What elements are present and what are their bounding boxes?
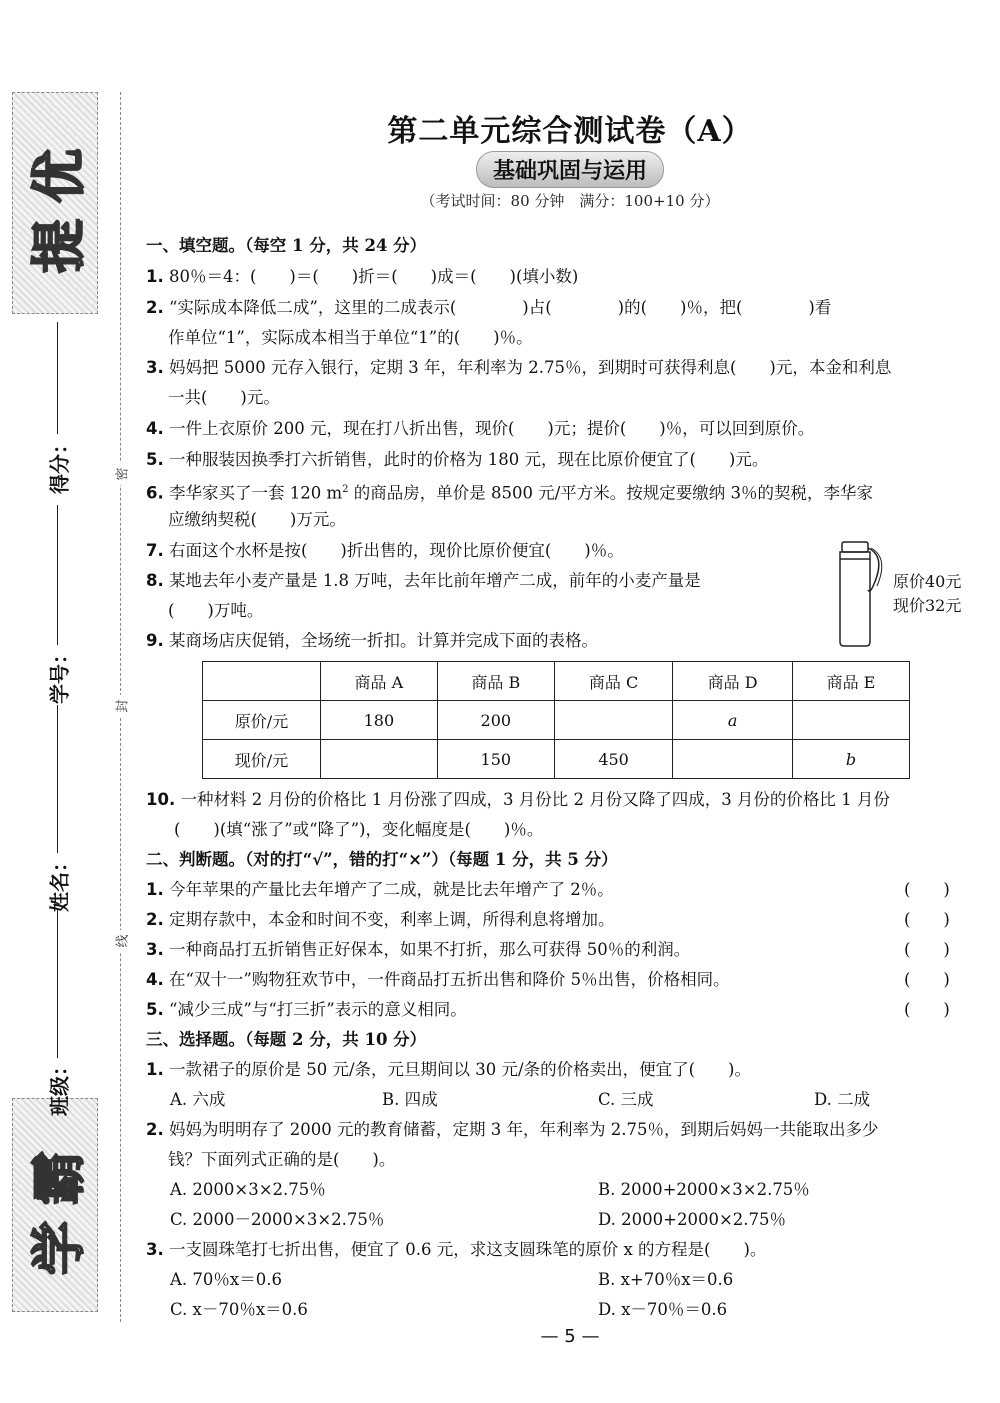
option-a[interactable]: A. 70％x＝0.6: [170, 1270, 282, 1289]
answer-box[interactable]: ( ): [904, 1000, 950, 1019]
s1-question-5: 5. 一种服装因换季打六折销售，此时的价格为 180 元，现在比原价便宜了( )元。: [146, 450, 769, 469]
table-row-label: 现价/元: [203, 740, 321, 779]
binding-margin: [0, 0, 130, 1403]
logo-text-bottom: 学霸: [27, 1135, 91, 1275]
s1-question-9: 9. 某商场店庆促销，全场统一折扣。计算并完成下面的表格。: [146, 631, 598, 650]
option-b[interactable]: B. 2000+2000×3×2.75％: [598, 1180, 810, 1199]
water-bottle-icon: [830, 538, 890, 650]
cut-word-line: 线: [112, 930, 130, 952]
s1-question-2-cont: 作单位“1”，实际成本相当于单位“1”的( )％。: [168, 328, 533, 347]
s1-question-4: 4. 一件上衣原价 200 元，现在打八折出售，现价( )元；提价( )％，可以回到原价。: [146, 419, 815, 438]
s1-question-6-cont: 应缴纳契税( )万元。: [168, 510, 346, 529]
student-id-label: 学号：: [47, 644, 72, 704]
table-row: [203, 701, 910, 740]
bottle-original-price: 原价40元: [893, 572, 962, 591]
s2-question-2: 2. 定期存款中，本金和时间不变，利率上调，所得利息将增加。: [146, 910, 615, 929]
logo-text-top: 提优: [27, 133, 91, 273]
s3-question-3: 3. 一支圆珠笔打七折出售，便宜了 0.6 元，求这支圆珠笔的原价 x 的方程是( )。: [146, 1240, 767, 1259]
table-header-cell: 商品 B: [437, 662, 554, 701]
s1-question-10-cont: ( )(填“涨了”或“降了”)，变化幅度是( )％。: [174, 820, 544, 839]
table-header-cell: 商品 A: [321, 662, 438, 701]
class-line[interactable]: [57, 910, 58, 1058]
table-cell: 200: [437, 701, 554, 740]
answer-box[interactable]: ( ): [904, 940, 950, 959]
score-line[interactable]: [57, 322, 58, 434]
s2-question-4: 4. 在“双十一”购物狂欢节中，一件商品打五折出售和降价 5％出售，价格相同。: [146, 970, 730, 989]
table-header-row: [203, 662, 910, 701]
option-c[interactable]: C. 三成: [598, 1090, 654, 1109]
price-table: [202, 661, 910, 779]
option-a[interactable]: A. 六成: [170, 1090, 226, 1109]
s3-question-2: 2. 妈妈为明明存了 2000 元的教育储蓄，定期 3 年，年利率为 2.75％，到期后妈妈一共能取出多少: [146, 1120, 879, 1139]
table-cell: a: [673, 701, 793, 740]
s3-question-2-cont: 钱？下面列式正确的是( )。: [168, 1150, 396, 1169]
s1-question-2: 2. “实际成本降低二成”，这里的二成表示( )占( )的( )％，把( )看: [146, 298, 832, 317]
option-b[interactable]: B. x+70％x＝0.6: [598, 1270, 734, 1289]
name-label: 姓名：: [47, 852, 72, 912]
s1-question-3-cont: 一共( )元。: [168, 388, 280, 407]
s3-question-1: 1. 一款裙子的原价是 50 元/条，元旦期间以 30 元/条的价格卖出，便宜了( )。: [146, 1060, 751, 1079]
decorative-logo-top: [12, 92, 98, 314]
table-cell-blank[interactable]: [554, 701, 672, 740]
page-number: — 5 —: [540, 1326, 600, 1347]
table-header-cell: 商品 D: [673, 662, 793, 701]
bottle-current-price: 现价32元: [893, 596, 962, 615]
table-cell: 150: [437, 740, 554, 779]
option-d[interactable]: D. x－70％＝0.6: [598, 1300, 728, 1319]
s1-question-8: 8. 某地去年小麦产量是 1.8 万吨，去年比前年增产二成，前年的小麦产量是: [146, 571, 701, 590]
answer-box[interactable]: ( ): [904, 880, 950, 899]
s1-question-1: 1. 80％＝4：( )＝( )折＝( )成＝( )(填小数): [146, 267, 579, 286]
table-cell: b: [792, 740, 909, 779]
option-d[interactable]: D. 2000+2000×2.75％: [598, 1210, 787, 1229]
name-line[interactable]: [57, 705, 58, 853]
cut-word-seal: 密: [112, 463, 130, 485]
table-cell: [203, 662, 321, 701]
s1-question-6: 6. 李华家买了一套 120 $m^2$ 的商品房，单价是 8500 元/平方米。按规定要缴纳 3％的契税，李华家: [146, 483, 874, 503]
option-b[interactable]: B. 四成: [382, 1090, 438, 1109]
s1-question-7: 7. 右面这个水杯是按( )折出售的，现价比原价便宜( )％。: [146, 541, 624, 560]
student-id-line[interactable]: [57, 505, 58, 645]
s2-question-1: 1. 今年苹果的产量比去年增产了二成，就是比去年增产了 2％。: [146, 880, 614, 899]
section2-heading: 二、判断题。（对的打“√”，错的打“×”）（每题 1 分，共 5 分）: [146, 850, 618, 869]
answer-box[interactable]: ( ): [904, 970, 950, 989]
s1-question-3: 3. 妈妈把 5000 元存入银行，定期 3 年，年利率为 2.75％，到期时可获得利息( )元，本金和利息: [146, 358, 892, 377]
section3-heading: 三、选择题。（每题 2 分，共 10 分）: [146, 1030, 427, 1049]
page-title: 第二单元综合测试卷（A）: [387, 114, 753, 149]
cut-word-close: 封: [112, 695, 130, 717]
table-cell-blank[interactable]: [792, 701, 909, 740]
s2-question-3: 3. 一种商品打五折销售正好保本，如果不打折，那么可获得 50％的利润。: [146, 940, 691, 959]
table-cell: 180: [321, 701, 438, 740]
s1-question-10: 10. 一种材料 2 月份的价格比 1 月份涨了四成，3 月份比 2 月份又降了四成，3 月份的价格比 1 月份: [146, 790, 890, 809]
exam-meta: （考试时间：80 分钟 满分：100+10 分）: [420, 192, 720, 210]
option-c[interactable]: C. 2000－2000×3×2.75％: [170, 1210, 385, 1229]
answer-box[interactable]: ( ): [904, 910, 950, 929]
table-cell: 450: [554, 740, 672, 779]
table-header-cell: 商品 E: [792, 662, 909, 701]
decorative-logo-bottom: [12, 1098, 98, 1312]
option-c[interactable]: C. x－70％x＝0.6: [170, 1300, 308, 1319]
class-label: 班级：: [47, 1056, 72, 1116]
table-header-cell: 商品 C: [554, 662, 672, 701]
table-cell-blank[interactable]: [321, 740, 438, 779]
s2-question-5: 5. “减少三成”与“打三折”表示的意义相同。: [146, 1000, 467, 1019]
s1-question-8-cont: ( )万吨。: [168, 601, 264, 620]
subtitle-badge: 基础巩固与运用: [476, 151, 664, 188]
option-a[interactable]: A. 2000×3×2.75％: [170, 1180, 326, 1199]
table-row-label: 原价/元: [203, 701, 321, 740]
section1-heading: 一、填空题。（每空 1 分，共 24 分）: [146, 236, 427, 255]
score-label: 得分：: [47, 434, 72, 494]
table-row: [203, 740, 910, 779]
table-cell-blank[interactable]: [673, 740, 793, 779]
option-d[interactable]: D. 二成: [814, 1090, 871, 1109]
